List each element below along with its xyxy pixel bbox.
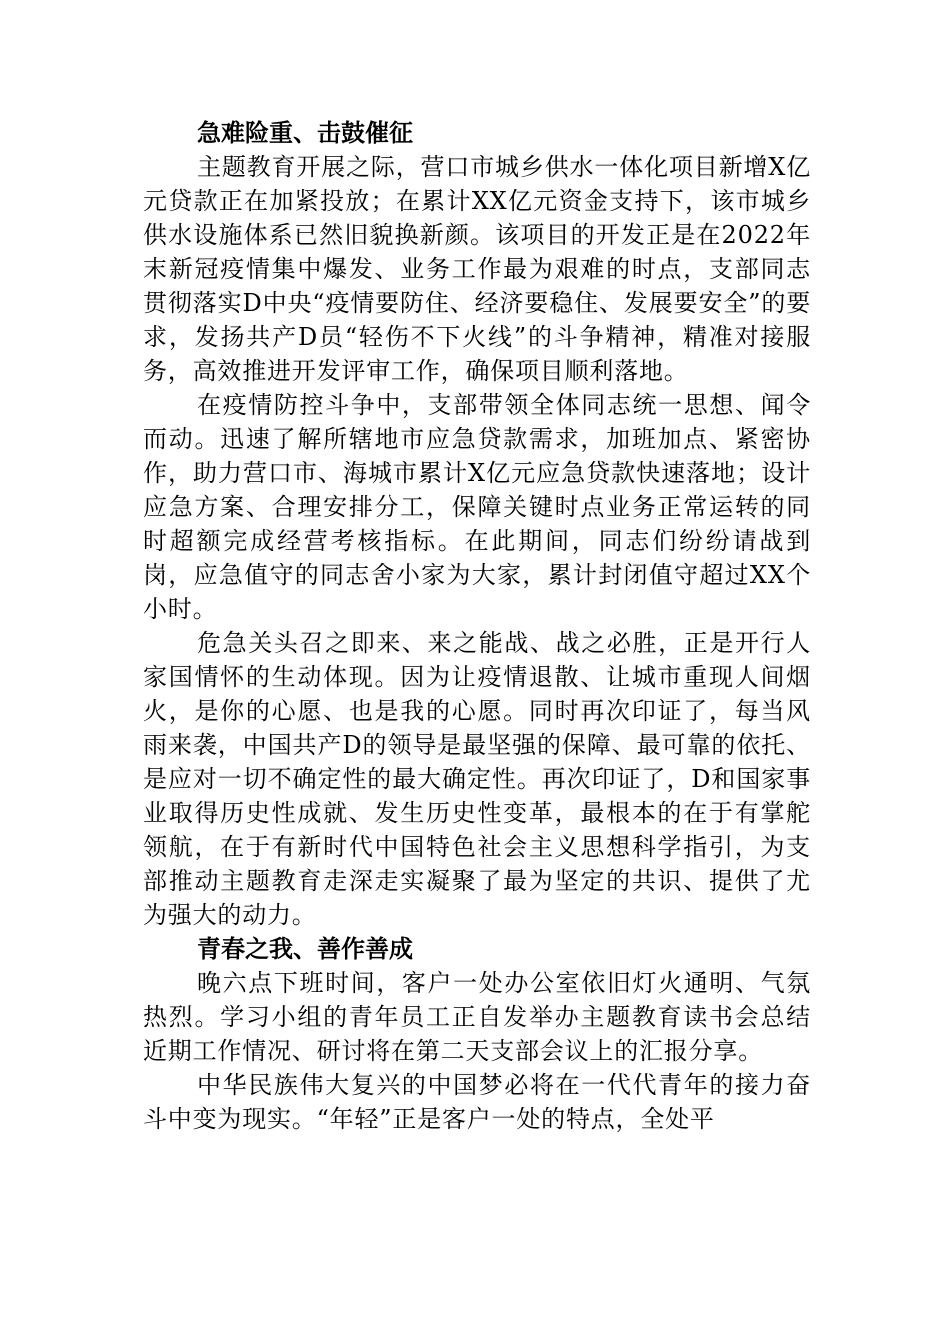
paragraph: 危急关头召之即来、来之能战、战之必胜，正是开行人家国情怀的生动体现。因为让疫情退散、让城市重现人间烟火，是你的心愿、也是我的心愿。同时再次印证了，每当风雨来袭，中国共产D的领导是最坚强的保障、最可靠的依托、是应对一切不确定性的最大确定性。再次印证了，D和国家事业取得历史性成就、发生历史性变革，最根本的在于有掌舵领航，在于有新时代中国特色社会主义思想科学指引，为支部推动主题教育走深走实凝聚了最为坚定的共识、提供了尤为强大的动力。 (143, 629, 811, 929)
section-heading: 急难险重、击鼓催征 (197, 119, 413, 147)
section-heading: 青春之我、善作善成 (197, 935, 413, 963)
paragraph: 在疫情防控斗争中，支部带领全体同志统一思想、闻令而动。迅速了解所辖地市应急贷款需求，加班加点、紧密协作，助力营口市、海城市累计X亿元应急贷款快速落地；设计应急方案、合理安排分工，保障关键时点业务正常运转的同时超额完成经营考核指标。在此期间，同志们纷纷请战到岗，应急值守的同志舍小家为大家，累计封闭值守超过XX个小时。 (143, 391, 811, 623)
document-page (143, 116, 811, 1136)
paragraph: 中华民族伟大复兴的中国梦必将在一代代青年的接力奋斗中变为现实。“年轻”正是客户一处的特点，全处平 (143, 1071, 811, 1133)
paragraph: 主题教育开展之际，营口市城乡供水一体化项目新增X亿元贷款正在加紧投放；在累计XX亿元资金支持下，该市城乡供水设施体系已然旧貌换新颜。该项目的开发正是在2022年末新冠疫情集中爆发、业务工作最为艰难的时点，支部同志贯彻落实D中央“疫情要防住、经济要稳住、发展要安全”的要求，发扬共产D员“轻伤不下火线”的斗争精神，精准对接服务，高效推进开发评审工作，确保项目顺利落地。 (143, 153, 811, 385)
paragraph: 晚六点下班时间，客户一处办公室依旧灯火通明、气氛热烈。学习小组的青年员工正自发举办主题教育读书会总结近期工作情况、研讨将在第二天支部会议上的汇报分享。 (143, 969, 811, 1065)
